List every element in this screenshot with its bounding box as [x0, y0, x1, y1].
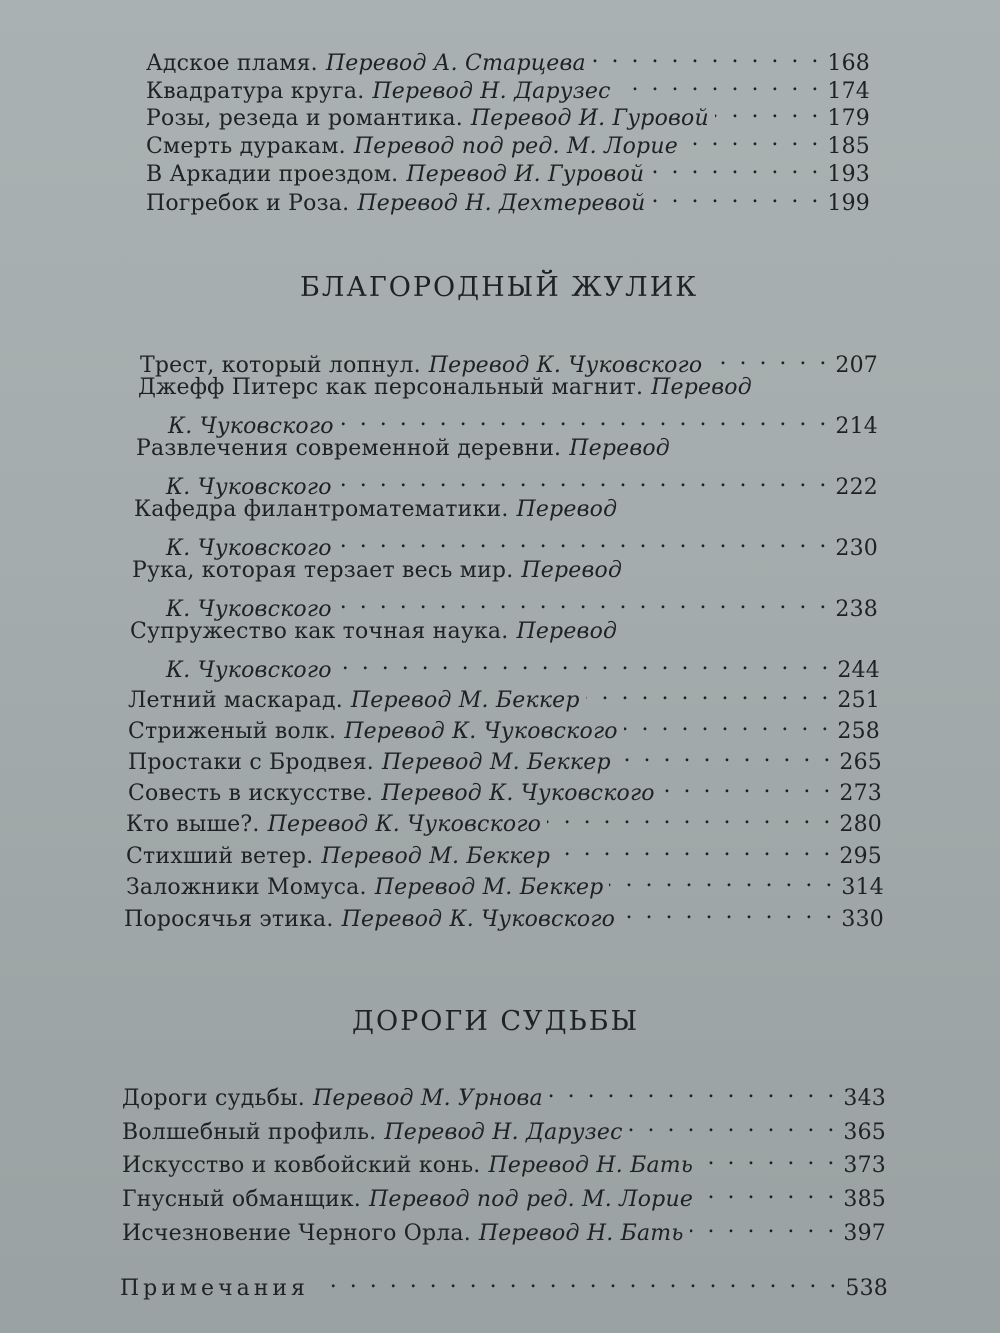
- dot-leader: [708, 344, 829, 372]
- dot-leader: [617, 741, 834, 769]
- toc-entry: [130, 618, 880, 646]
- translator: Перевод К. Чуковского: [428, 353, 703, 378]
- translator: Перевод Н. Бать: [488, 1153, 694, 1178]
- story-title: Трест, который лопнул.: [140, 353, 421, 378]
- translator: К. Чуковского: [166, 658, 332, 683]
- toc-entry: [136, 466, 878, 500]
- translator: Перевод Н. Дарузес: [384, 1120, 623, 1145]
- toc-entry: [146, 42, 870, 76]
- page-number: 280: [839, 812, 882, 837]
- translator: Перевод К. Чуковского: [381, 781, 655, 806]
- dot-leader: [715, 97, 822, 125]
- toc-entry: [128, 679, 880, 713]
- toc-entry: [132, 588, 878, 622]
- translator: К. Чуковского: [168, 414, 334, 439]
- toc-entry: [122, 1144, 886, 1178]
- story-title: Стихший ветер.: [126, 844, 314, 869]
- story-title: Развлечения современной деревни.: [136, 436, 562, 461]
- translator: Перевод М. Беккер: [374, 875, 604, 900]
- toc-entry: [122, 1178, 886, 1212]
- page-number: 244: [837, 658, 880, 683]
- page-number: 273: [839, 781, 882, 806]
- page-number: 330: [841, 907, 884, 932]
- page-number: 397: [843, 1221, 886, 1246]
- story-title: Погребок и Роза.: [146, 191, 350, 216]
- toc-entry: [130, 649, 880, 683]
- dot-leader: [592, 42, 822, 70]
- page-number: 230: [835, 536, 878, 561]
- translator: К. Чуковского: [166, 597, 332, 622]
- translator: Перевод К. Чуковского: [344, 719, 618, 744]
- page-number: 251: [837, 688, 880, 713]
- story-title: Простаки с Бродвея.: [128, 750, 374, 775]
- translator: Перевод И. Гуровой: [406, 162, 645, 187]
- dot-leader: [338, 649, 832, 677]
- toc-entry: [128, 772, 882, 806]
- story-title: Рука, которая терзает весь мир.: [132, 558, 514, 583]
- story-title: Летний маскарад.: [128, 688, 343, 713]
- story-title: Джефф Питерс как персональный магнит.: [138, 375, 644, 400]
- translator: Перевод Н. Дехтеревой: [357, 191, 646, 216]
- toc-entry: [138, 405, 878, 439]
- toc-entry: [126, 803, 882, 837]
- page-number: 385: [843, 1187, 886, 1212]
- toc-entry: [146, 97, 870, 131]
- story-title: Совесть в искусстве.: [128, 781, 374, 806]
- translator: Перевод К. Чуковского: [267, 812, 542, 837]
- page-number: 238: [835, 597, 878, 622]
- page-number: 295: [839, 844, 882, 869]
- dot-leader: [315, 1267, 839, 1295]
- toc-entry: [122, 1111, 886, 1145]
- dot-leader: [652, 182, 822, 210]
- toc-entry: [124, 898, 884, 932]
- dot-leader: [629, 1111, 838, 1139]
- page-number: 265: [839, 750, 882, 775]
- translator: Перевод М. Беккер: [350, 688, 580, 713]
- story-title: Квадратура круга.: [146, 79, 365, 104]
- dot-leader: [338, 527, 830, 555]
- page-number: 193: [827, 162, 870, 187]
- translator: Перевод: [521, 558, 623, 583]
- toc-entry: [128, 710, 880, 744]
- dot-leader: [624, 710, 832, 738]
- toc-entry: [146, 182, 870, 216]
- translator: Перевод М. Урнова: [312, 1086, 543, 1111]
- notes-title: Примечания: [120, 1276, 309, 1301]
- story-title: Поросячья этика.: [124, 907, 334, 932]
- dot-leader: [661, 772, 834, 800]
- translator: Перевод: [651, 375, 752, 400]
- story-title: Стриженый волк.: [128, 719, 337, 744]
- toc-entry: [140, 344, 878, 378]
- story-title: Искусство и ковбойский конь.: [122, 1153, 481, 1178]
- dot-leader: [340, 405, 830, 433]
- story-title: В Аркадии проездом.: [146, 162, 399, 187]
- toc-entry: [138, 374, 878, 402]
- story-title: Заложники Момуса.: [126, 875, 367, 900]
- page-number: 168: [827, 51, 870, 76]
- dot-leader: [549, 1077, 838, 1105]
- toc-entry: [122, 1077, 886, 1111]
- story-title: Исчезновение Черного Орла.: [122, 1221, 471, 1246]
- translator: Перевод: [569, 436, 670, 461]
- page-number: 214: [835, 414, 878, 439]
- translator: Перевод М. Беккер: [321, 844, 551, 869]
- translator: Перевод К. Чуковского: [341, 907, 616, 932]
- dot-leader: [617, 70, 822, 98]
- toc-entry-notes: [120, 1267, 888, 1301]
- page-number: 343: [843, 1086, 886, 1111]
- page-number: 365: [843, 1120, 886, 1145]
- section-heading: ДОРОГИ СУДЬБЫ: [352, 1006, 640, 1037]
- dot-leader: [547, 803, 833, 831]
- translator: Перевод: [516, 497, 618, 522]
- toc-entry: [126, 835, 882, 869]
- story-title: Кафедра филантроматематики.: [134, 497, 509, 522]
- translator: Перевод М. Беккер: [381, 750, 611, 775]
- page-number: 373: [843, 1153, 886, 1178]
- translator: Перевод под ред. М. Лорие: [368, 1187, 694, 1212]
- translator: Перевод Н. Бать: [478, 1221, 684, 1246]
- page-number: 314: [841, 875, 884, 900]
- page-number: 207: [835, 353, 878, 378]
- toc-entry: [146, 70, 870, 104]
- dot-leader: [690, 1212, 838, 1240]
- dot-leader: [338, 466, 830, 494]
- toc-entry: [136, 435, 878, 463]
- dot-leader: [699, 1178, 837, 1206]
- dot-leader: [586, 679, 832, 707]
- page-number: 222: [835, 475, 878, 500]
- toc-entry: [134, 527, 878, 561]
- story-title: Дороги судьбы.: [122, 1086, 305, 1111]
- translator: К. Чуковского: [166, 475, 332, 500]
- story-title: Розы, резеда и романтика.: [146, 106, 463, 131]
- toc-entry: [134, 496, 878, 524]
- dot-leader: [556, 835, 833, 863]
- dot-leader: [609, 866, 835, 894]
- translator: Перевод И. Гуровой: [470, 106, 709, 131]
- translator: К. Чуковского: [166, 536, 332, 561]
- toc-entry: [126, 866, 884, 900]
- story-title: Супружество как точная наука.: [130, 619, 509, 644]
- section-heading: БЛАГОРОДНЫЙ ЖУЛИК: [300, 272, 699, 303]
- story-title: Кто выше?.: [126, 812, 260, 837]
- page-number: 174: [827, 79, 870, 104]
- toc-entry: [128, 741, 882, 775]
- translator: Перевод А. Старцева: [325, 51, 586, 76]
- dot-leader: [699, 1144, 837, 1172]
- page-number: 185: [827, 134, 870, 159]
- story-title: Адское пламя.: [146, 51, 318, 76]
- page-number: 258: [837, 719, 880, 744]
- toc-entry: [146, 125, 870, 159]
- toc-entry: [146, 153, 870, 187]
- translator: Перевод под ред. М. Лорие: [353, 134, 678, 159]
- dot-leader: [621, 898, 835, 926]
- toc-entry: [132, 557, 878, 585]
- story-title: Волшебный профиль.: [122, 1120, 377, 1145]
- story-title: Гнусный обманщик.: [122, 1187, 361, 1212]
- page-number: 199: [827, 191, 870, 216]
- page-number: 179: [827, 106, 870, 131]
- translator: Перевод Н. Дарузес: [372, 79, 611, 104]
- toc-entry: [122, 1212, 886, 1246]
- page-number: 538: [845, 1276, 888, 1301]
- story-title: Смерть дуракам.: [146, 134, 346, 159]
- dot-leader: [684, 125, 821, 153]
- dot-leader: [338, 588, 830, 616]
- dot-leader: [650, 153, 821, 181]
- translator: Перевод: [516, 619, 618, 644]
